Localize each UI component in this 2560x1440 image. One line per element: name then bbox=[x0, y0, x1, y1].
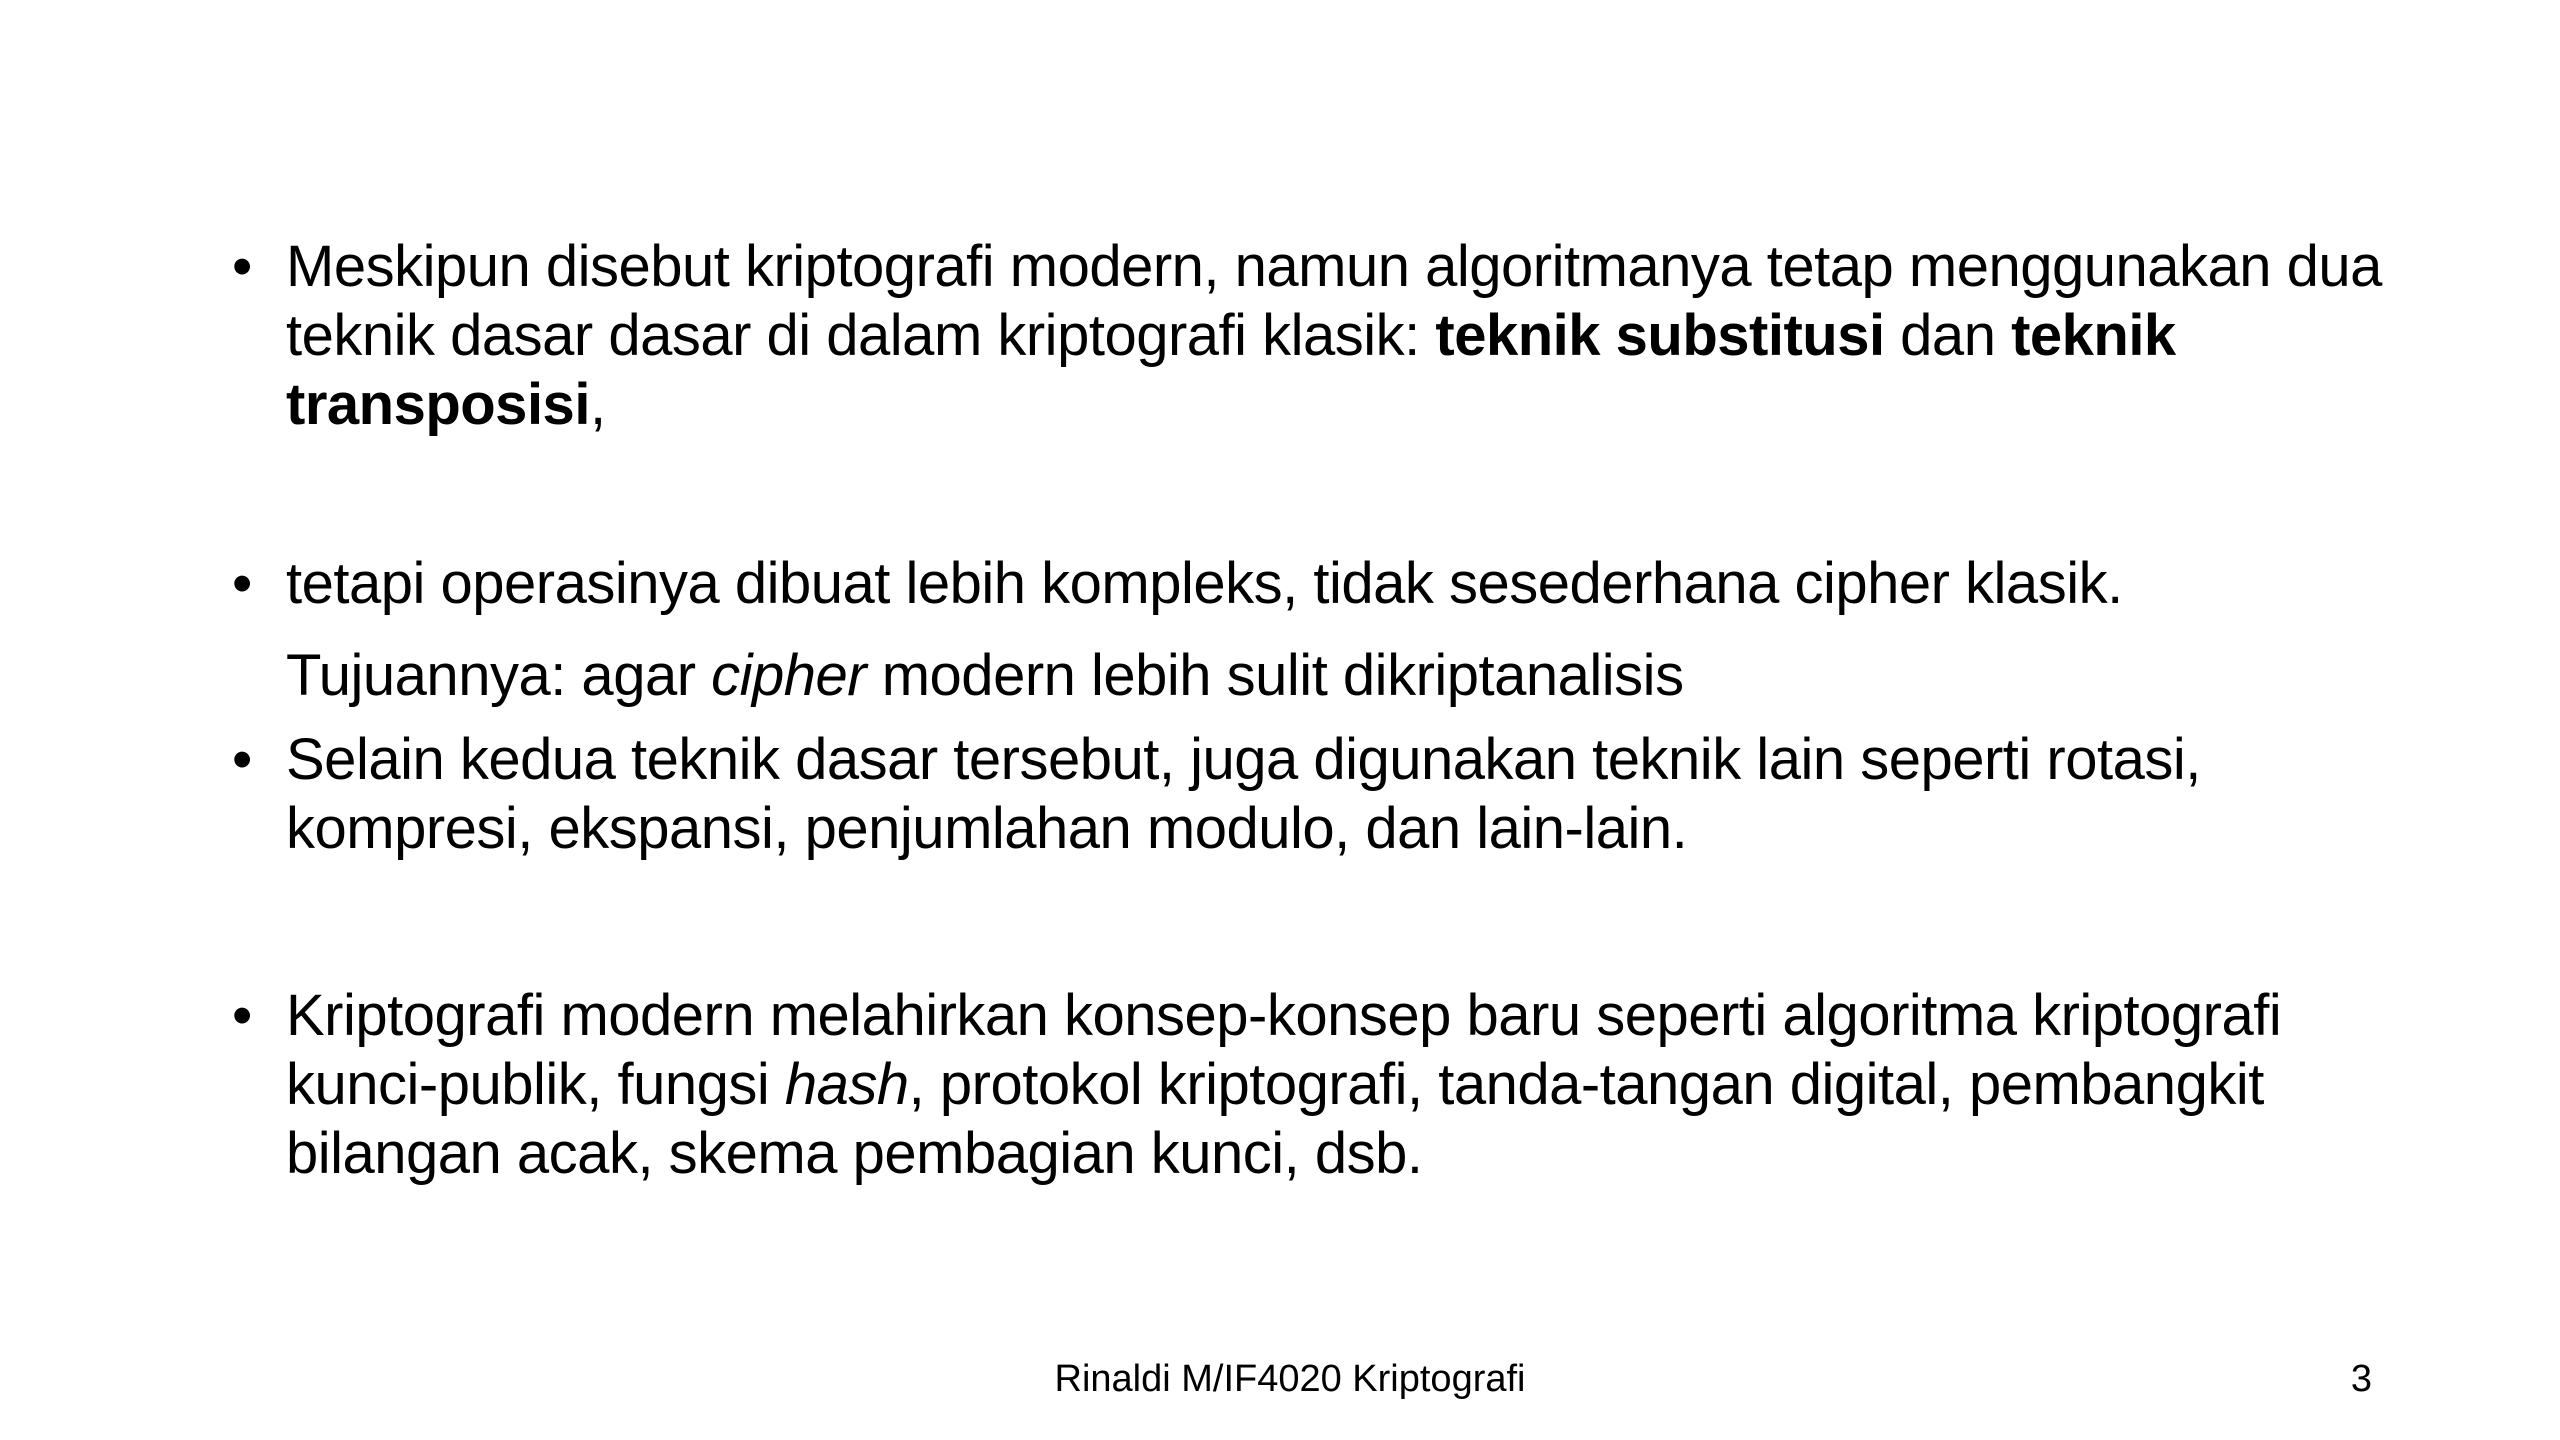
bullet-4-text-end: , protokol kriptografi, tanda-tangan digital, pembangkit bilangan acak, skema pembagian kunci, dsb. bbox=[286, 1052, 2264, 1186]
bullet-1-text: Meskipun disebut kriptografi modern, namun algoritmanya tetap menggunakan dua teknik dasar dasar di dalam kriptografi klasik: bbox=[286, 234, 2382, 368]
bullet-icon bbox=[232, 725, 272, 794]
bullet-icon bbox=[232, 232, 272, 301]
bullet-4-italic-hash: hash bbox=[784, 1052, 909, 1117]
bullet-2-cont-prefix: Tujuannya: agar bbox=[286, 643, 712, 708]
footer bbox=[0, 1357, 2560, 1401]
bullet-3-text: Selain kedua teknik dasar tersebut, juga digunakan teknik lain seperti rotasi, kompresi, ekspansi, penjumlahan modulo, dan lain-lain. bbox=[286, 727, 2201, 861]
bullet-item-1 bbox=[232, 232, 2412, 439]
bullet-1-end: , bbox=[589, 372, 606, 437]
bullet-2-text: tetapi operasinya dibuat lebih kompleks, tidak sesederhana cipher klasik. bbox=[286, 551, 2123, 616]
bullet-item-2 bbox=[232, 549, 2412, 618]
bullet-2-cont-suffix: modern lebih sulit dikriptanalisis bbox=[866, 643, 1684, 708]
bullet-1-bold-substitusi: teknik substitusi bbox=[1435, 303, 1885, 368]
slide-body bbox=[232, 232, 2412, 1188]
bullet-item-3 bbox=[232, 725, 2412, 863]
bullet-item-4 bbox=[232, 981, 2412, 1188]
bullet-icon bbox=[232, 981, 272, 1050]
bullet-1-bold-transposisi: teknik transposisi bbox=[286, 303, 2176, 437]
page-number: 3 bbox=[2350, 1358, 2372, 1400]
bullet-2-cont-italic: cipher bbox=[711, 643, 867, 708]
bullet-icon bbox=[232, 549, 272, 618]
bullet-1-connector: dan bbox=[1884, 303, 2012, 368]
bullet-4-text: Kriptografi modern melahirkan konsep-konsep baru seperti algoritma kriptografi kunci-publik, fungsi bbox=[286, 983, 2282, 1117]
footer-text: Rinaldi M/IF4020 Kriptografi bbox=[1054, 1358, 1526, 1400]
bullet-2-continuation bbox=[232, 641, 2412, 710]
